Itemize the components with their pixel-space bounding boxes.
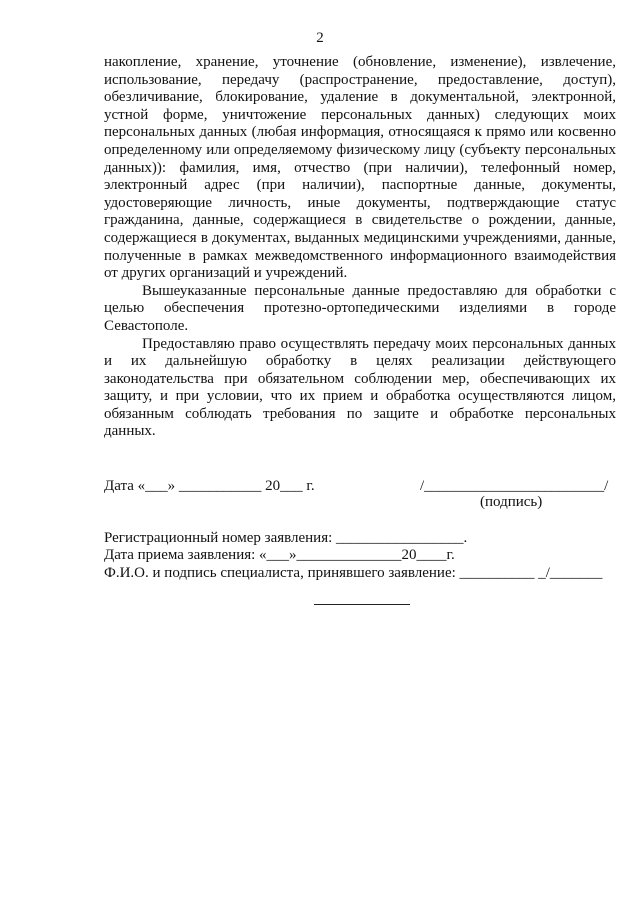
paragraph-purpose: Вышеуказанные персональные данные предоставляю для обработки с целью обеспечения протезно-ортопедическими изделиями в городе Севастополе. [104, 282, 616, 334]
paragraph-data-list: накопление, хранение, уточнение (обновление, изменение), извлечение, использование, передачу (распространение, предоставление, доступ), обезличивание, блокирование, удаление в документальной, электронной, устной форме, уничтожение персональных данных) следующих моих персональных данных (любая информация, относящаяся к прямо или косвенно определенному или определяемому физическому лицу (субъекту персональных данных)): фамилия, имя, отчество (при наличии), телефонный номер, электронный адрес (при наличии), паспортные данные, документы, удостоверяющие личность, иные документы, подтверждающие статус гражданина, данные, содержащиеся в свидетельстве о рождении, данные, содержащиеся в документах, выданных медицинскими учреждениями, данные, полученные в рамках межведомственного информационного взаимодействия от других организаций и учреждений. [104, 54, 616, 282]
date-field: Дата «___» ___________ 20___ г. [104, 478, 315, 494]
consent-body [104, 54, 616, 441]
registration-number-line: Регистрационный номер заявления: _________________. [104, 530, 468, 546]
signature-caption: (подпись) [480, 494, 543, 510]
end-divider [314, 604, 410, 605]
page-number: 2 [316, 30, 324, 46]
signature-field: /________________________/ [420, 478, 609, 494]
paragraph-transfer-right: Предоставляю право осуществлять передачу моих персональных данных и их дальнейшую обработку в целях реализации действующего законодательства при обязательном соблюдении мер, обеспечивающих их защиту, и при условии, что их прием и обработка осуществляются лицом, обязанным соблюдать требования по защите и обработке персональных данных. [104, 335, 616, 440]
registration-date-line: Дата приема заявления: «___»______________20____г. [104, 547, 455, 563]
specialist-signature-line: Ф.И.О. и подпись специалиста, принявшего заявление: __________ _/_______ [104, 565, 603, 581]
